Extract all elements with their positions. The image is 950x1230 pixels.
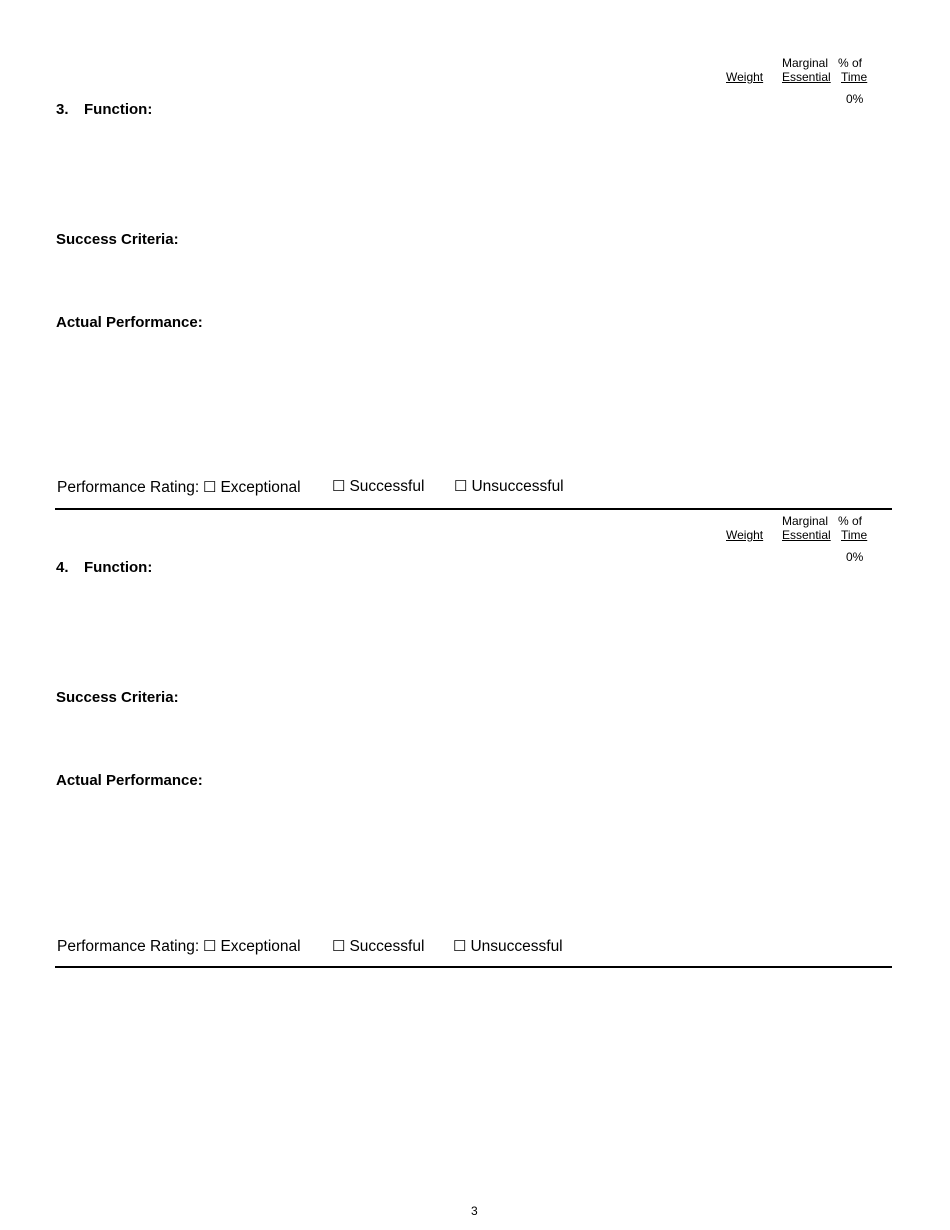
rating-option-unsuccessful[interactable] bbox=[453, 937, 563, 956]
actual-performance-label: Actual Performance: bbox=[56, 772, 203, 789]
time-header: Time bbox=[841, 70, 868, 84]
option-label: Unsuccessful bbox=[470, 938, 563, 955]
section-divider bbox=[55, 966, 892, 968]
function-label: Function: bbox=[84, 101, 153, 118]
weight-header: Weight bbox=[726, 528, 764, 542]
checkbox-icon[interactable]: ☐ bbox=[454, 478, 468, 495]
checkbox-icon[interactable]: ☐ bbox=[332, 938, 346, 955]
option-label: Exceptional bbox=[220, 479, 301, 496]
checkbox-icon[interactable]: ☐ bbox=[332, 478, 346, 495]
rating-option-exceptional[interactable] bbox=[203, 937, 301, 956]
success-criteria-label: Success Criteria: bbox=[56, 231, 179, 248]
section-divider bbox=[55, 508, 892, 510]
function-number: 4. bbox=[56, 559, 69, 576]
weight-header: Weight bbox=[726, 70, 764, 84]
rating-option-successful[interactable] bbox=[332, 937, 424, 956]
rating-option-exceptional[interactable] bbox=[203, 478, 301, 497]
checkbox-icon[interactable]: ☐ bbox=[453, 938, 467, 955]
marginal-header: Marginal bbox=[782, 56, 829, 70]
checkbox-icon[interactable]: ☐ bbox=[203, 479, 217, 496]
time-header: Time bbox=[841, 528, 868, 542]
option-label: Exceptional bbox=[220, 938, 301, 955]
essential-header: Essential bbox=[782, 70, 831, 84]
pct-time-value: 0% bbox=[846, 550, 864, 564]
pct-of-header: % of bbox=[838, 56, 863, 70]
performance-rating-label: Performance Rating: bbox=[57, 479, 200, 496]
function-number: 3. bbox=[56, 101, 69, 118]
success-criteria-label: Success Criteria: bbox=[56, 689, 179, 706]
performance-rating-label: Performance Rating: bbox=[57, 938, 200, 955]
function-label: Function: bbox=[84, 559, 153, 576]
rating-option-successful[interactable] bbox=[332, 477, 424, 496]
pct-of-header: % of bbox=[838, 514, 863, 528]
essential-header: Essential bbox=[782, 528, 831, 542]
checkbox-icon[interactable]: ☐ bbox=[203, 938, 217, 955]
marginal-header: Marginal bbox=[782, 514, 829, 528]
page-number: 3 bbox=[471, 1204, 478, 1218]
option-label: Successful bbox=[349, 938, 425, 955]
actual-performance-label: Actual Performance: bbox=[56, 314, 203, 331]
option-label: Successful bbox=[349, 478, 425, 495]
rating-option-unsuccessful[interactable] bbox=[454, 477, 564, 496]
pct-time-value: 0% bbox=[846, 92, 864, 106]
option-label: Unsuccessful bbox=[471, 478, 564, 495]
